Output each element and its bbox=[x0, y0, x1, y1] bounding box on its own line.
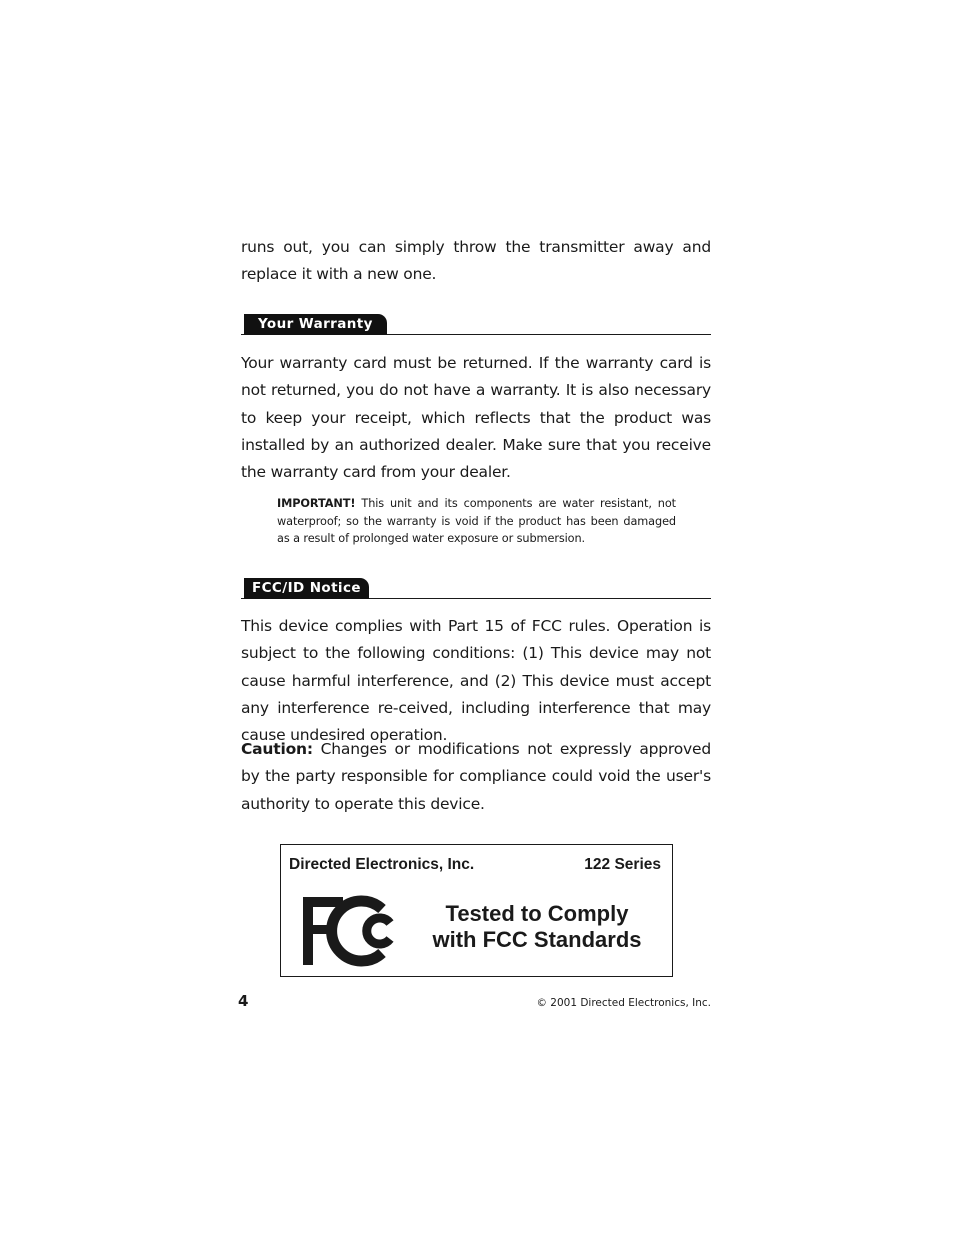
caution-lead: Caution: bbox=[241, 740, 313, 758]
label-company: Directed Electronics, Inc. bbox=[289, 856, 475, 873]
fcc-paragraph: This device complies with Part 15 of FCC rules. Operation is subject to the following conditions: (1) This device may not cause harmful interference, and (2) This device must accept any interference re-ceived, including interference that may cause undesired operation. bbox=[241, 617, 711, 745]
caution-text: Changes or modifications not expressly approved by the party responsible for compliance could void the user's authority to operate this device. bbox=[241, 740, 711, 813]
page-number: 4 bbox=[238, 992, 249, 1010]
label-series: 122 Series bbox=[584, 856, 661, 873]
section-heading-warranty bbox=[241, 313, 711, 335]
fcc-logo-icon bbox=[302, 895, 400, 967]
important-note bbox=[277, 495, 676, 548]
label-tested-line1: Tested to Comply bbox=[445, 901, 629, 926]
important-note-text: This unit and its components are water resistant, not waterproof; so the warranty is void if the product has been damaged as a result of prolonged water exposure or submersion. bbox=[277, 497, 676, 546]
caution-paragraph bbox=[241, 736, 711, 818]
copyright-notice: © 2001 Directed Electronics, Inc. bbox=[536, 997, 711, 1009]
label-tested-line2: with FCC Standards bbox=[432, 927, 642, 952]
heading-tab-fcc: FCC/ID Notice bbox=[244, 578, 369, 599]
important-note-lead: IMPORTANT! bbox=[277, 497, 356, 510]
intro-paragraph: runs out, you can simply throw the transmitter away and replace it with a new one. bbox=[241, 238, 711, 284]
heading-tab-warranty: Your Warranty bbox=[244, 314, 387, 335]
section-heading-fcc bbox=[241, 577, 711, 599]
warranty-paragraph: Your warranty card must be returned. If the warranty card is not returned, you do not have a warranty. It is also necessary to keep your receipt, which reflects that the product was installed by an authorized dealer. Make sure that you receive the warranty card from your dealer. bbox=[241, 354, 711, 482]
fcc-compliance-label bbox=[280, 844, 673, 977]
label-tested bbox=[417, 901, 657, 953]
